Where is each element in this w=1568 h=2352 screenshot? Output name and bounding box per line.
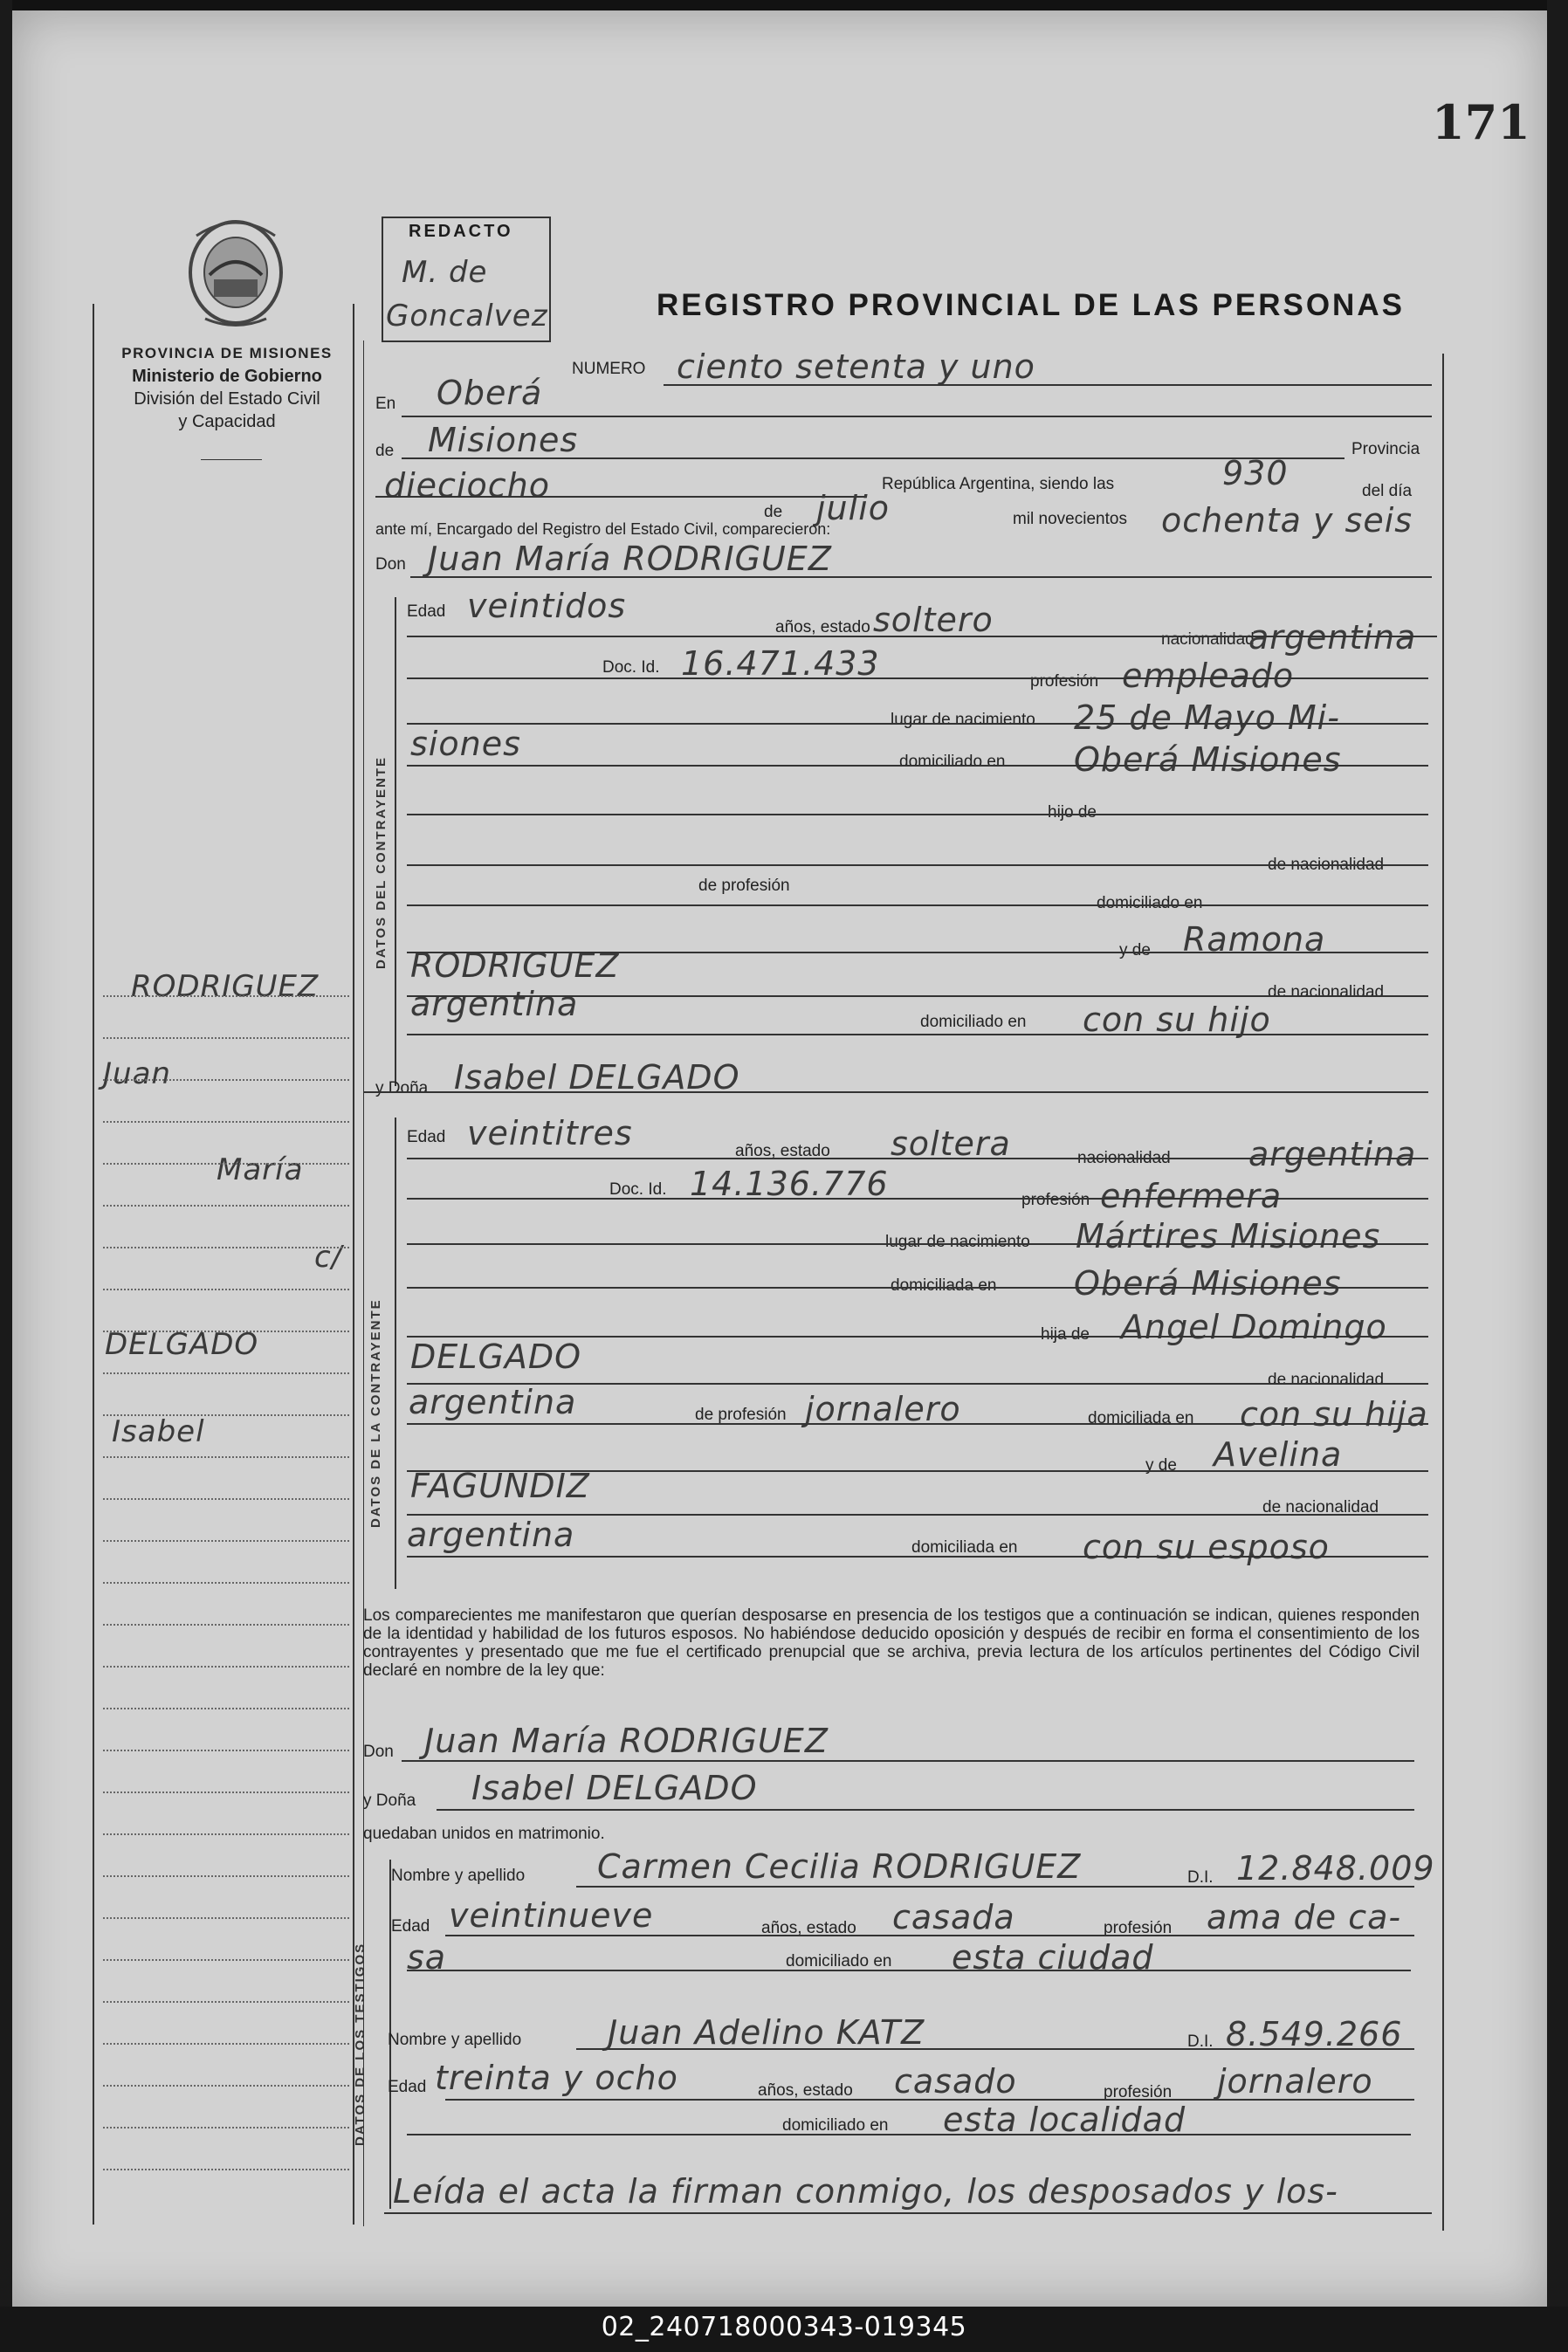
contrayente-line — [407, 864, 1428, 866]
numero-label: NUMERO — [572, 360, 646, 378]
t1-prof-value-1: ama de ca- — [1207, 1898, 1402, 1936]
margin-row-line — [103, 1540, 349, 1542]
margin-row-line — [103, 1163, 349, 1165]
c-prof-value: empleado — [1122, 657, 1295, 695]
margin-note-con: c/ — [314, 1240, 343, 1275]
t2-estado-value: casado — [894, 2062, 1017, 2101]
testigos-line — [576, 1886, 1414, 1888]
t2-dom-label: domiciliado en — [782, 2116, 889, 2135]
testigos-line — [445, 2099, 1414, 2101]
t1-prof-label: profesión — [1104, 1919, 1173, 1937]
t2-edad-label: Edad — [388, 2078, 427, 2096]
de-value: Misiones — [428, 421, 579, 459]
f-doc-value: 14.136.776 — [690, 1165, 889, 1203]
stamp-line-1: M. de — [402, 255, 488, 290]
c-lugar-value-1: 25 de Mayo Mi- — [1074, 698, 1340, 737]
contrayenta-line — [407, 1198, 1428, 1200]
contrayenta-line — [407, 1158, 1428, 1159]
decl-don-label: Don — [363, 1743, 394, 1761]
dona-value: Isabel DELGADO — [454, 1058, 740, 1097]
contrayente-bracket — [395, 597, 396, 1086]
f-padre-value: Angel Domingo — [1121, 1308, 1387, 1346]
don-label: Don — [375, 555, 406, 574]
f-prof-value: enfermera — [1100, 1177, 1283, 1215]
c-edad-label: Edad — [407, 602, 446, 621]
t2-prof-value: jornalero — [1217, 2062, 1373, 2101]
c-doc-label: Doc. Id. — [602, 658, 660, 677]
decl-dona-value: Isabel DELGADO — [471, 1769, 758, 1807]
contrayenta-line — [407, 1383, 1428, 1385]
decl-don-line — [402, 1760, 1414, 1762]
f-y-de-label: y de — [1145, 1456, 1177, 1475]
contrayenta-line — [407, 1423, 1428, 1425]
f-madre-value: Avelina — [1214, 1435, 1343, 1474]
stamp-line-2: Goncalvez — [386, 299, 548, 334]
margin-row-line — [103, 2169, 349, 2170]
decl-dona-label: y Doña — [363, 1792, 416, 1810]
c-de-prof-label: de profesión — [698, 877, 790, 895]
margin-row-line — [103, 1582, 349, 1584]
margin-row-line — [103, 2127, 349, 2128]
t2-nombre-value: Juan Adelino KATZ — [608, 2013, 925, 2052]
f-doc-label: Doc. Id. — [609, 1180, 667, 1199]
c-edad-value: veintidos — [467, 587, 627, 625]
margin-row-line — [103, 1205, 349, 1207]
contrayente-line — [407, 677, 1428, 679]
margin-note-middle-name: María — [217, 1152, 304, 1187]
margin-row-line — [103, 1750, 349, 1751]
t2-nombre-label: Nombre y apellido — [388, 2031, 522, 2049]
margin-row-line — [103, 2085, 349, 2087]
contrayente-line — [407, 995, 1428, 997]
mes-value: julio — [816, 489, 891, 527]
org-divider — [201, 459, 262, 460]
dia-line — [375, 496, 864, 498]
margin-row-line — [103, 1456, 349, 1458]
de-line — [402, 457, 1344, 459]
margin-note-bride-name: Isabel — [112, 1414, 205, 1449]
c-y-de-label: y de — [1119, 941, 1151, 959]
f-estado-value: soltera — [891, 1124, 1011, 1163]
t2-di-value: 8.549.266 — [1226, 2015, 1403, 2053]
f-madre-dom-value: con su esposo — [1083, 1528, 1330, 1566]
don-value: Juan María RODRIGUEZ — [428, 540, 832, 578]
contrayente-line — [407, 1034, 1428, 1035]
t2-prof-label: profesión — [1104, 2083, 1173, 2101]
en-label: En — [375, 395, 396, 413]
contrayente-line — [363, 1091, 1428, 1093]
contrayenta-line — [407, 1514, 1428, 1516]
f-padre-prof-value: jornalero — [805, 1390, 961, 1428]
f-padre-prof-label: de profesión — [695, 1406, 787, 1424]
closing-line — [384, 2212, 1432, 2214]
f-padre-apellido: DELGADO — [410, 1338, 582, 1376]
c-dom-en-label: domiciliado en — [1097, 894, 1203, 912]
contrayenta-line — [407, 1287, 1428, 1289]
f-madre-nac-label: de nacionalidad — [1262, 1498, 1379, 1516]
testigos-line — [407, 1970, 1411, 1971]
t1-edad-value: veintinueve — [449, 1896, 654, 1935]
margin-note-name: Juan — [103, 1056, 171, 1091]
margin-left-border — [93, 304, 94, 2225]
scan-id: 02_240718000343-019345 — [601, 2312, 967, 2342]
c-hijo-label: hijo de — [1048, 803, 1097, 822]
margin-row-line — [103, 1414, 349, 1416]
c-lugar-value-2: siones — [410, 725, 521, 763]
t1-estado-label: años, estado — [761, 1919, 856, 1937]
ante-label: ante mí, Encargado del Registro del Estado Civil, comparecieron: — [375, 520, 831, 538]
anio-value: ochenta y seis — [1161, 501, 1413, 540]
c-nac-label: nacionalidad — [1161, 630, 1255, 649]
closing-handwritten: Leída el acta la firman conmigo, los desposados y los- — [393, 2172, 1338, 2211]
margin-row-line — [103, 1079, 349, 1081]
t1-di-label: D.I. — [1187, 1868, 1214, 1887]
t1-nombre-value: Carmen Cecilia RODRIGUEZ — [597, 1847, 1082, 1886]
decl-closing: quedaban unidos en matrimonio. — [363, 1825, 605, 1843]
margin-row-line — [103, 1037, 349, 1039]
margin-row-line — [103, 1289, 349, 1290]
margin-note-bride-surname: DELGADO — [105, 1327, 259, 1362]
contrayenta-bracket — [395, 1118, 396, 1589]
margin-note-surname: RODRIGUEZ — [131, 969, 320, 1004]
contrayenta-line — [407, 1556, 1428, 1558]
f-dom-value: Oberá Misiones — [1074, 1264, 1342, 1303]
margin-row-line — [103, 1917, 349, 1919]
t2-estado-label: años, estado — [758, 2081, 853, 2100]
f-padre-nac-value: argentina — [409, 1383, 577, 1421]
org-province: PROVINCIA DE MISIONES — [121, 345, 333, 361]
f-lugar-value: Mártires Misiones — [1076, 1217, 1381, 1255]
contrayente-line — [407, 904, 1428, 906]
c-lugar-label: lugar de nacimiento — [891, 711, 1035, 729]
c-doc-value: 16.471.433 — [681, 644, 880, 683]
mil-label: mil novecientos — [1013, 510, 1127, 528]
t2-edad-value: treinta y ocho — [435, 2059, 678, 2097]
org-division: División del Estado Civil — [134, 389, 320, 409]
contrayente-line — [407, 952, 1428, 953]
hora-value: 930 — [1222, 454, 1289, 492]
de2-label: de — [764, 503, 783, 521]
f-hija-label: hija de — [1041, 1325, 1090, 1344]
margin-row-line — [103, 1331, 349, 1332]
decl-dona-line — [437, 1809, 1414, 1811]
margin-row-line — [103, 2001, 349, 2003]
coat-of-arms-icon — [179, 210, 292, 332]
t1-prof-value-2: sa — [407, 1938, 447, 1977]
margin-row-line — [103, 1372, 349, 1374]
t1-di-value: 12.848.009 — [1236, 1849, 1435, 1888]
contrayenta-section-label: DATOS DE LA CONTRAYENTE — [368, 1298, 383, 1528]
margin-row-line — [103, 1666, 349, 1668]
contrayenta-line — [407, 1336, 1428, 1338]
testigos-line — [576, 2048, 1414, 2050]
margin-row-line — [103, 1833, 349, 1835]
t1-estado-value: casada — [892, 1898, 1015, 1936]
de-label: de — [375, 442, 395, 460]
margin-row-line — [103, 2043, 349, 2045]
c-estado-value: soltero — [873, 601, 994, 639]
don-line — [410, 576, 1432, 578]
c-estado-label: años, estado — [775, 618, 870, 636]
testigos-line — [407, 2134, 1411, 2135]
t1-nombre-label: Nombre y apellido — [391, 1867, 526, 1885]
f-edad-value: veintitres — [467, 1114, 633, 1152]
f-estado-label: años, estado — [735, 1142, 830, 1160]
contrayente-line — [407, 765, 1428, 767]
c-madre-value: Ramona — [1183, 920, 1326, 959]
margin-row-line — [103, 1121, 349, 1123]
f-lugar-label: lugar de nacimiento — [885, 1233, 1030, 1251]
contrayente-line — [407, 814, 1428, 815]
c-dom-value: Oberá Misiones — [1074, 740, 1342, 779]
f-nac-label: nacionalidad — [1077, 1149, 1171, 1167]
c-prof-label: profesión — [1030, 672, 1099, 691]
c-madre-apellido: RODRIGUEZ — [410, 946, 620, 985]
org-ministry: Ministerio de Gobierno — [132, 367, 322, 386]
form-right-border — [1442, 354, 1444, 2231]
margin-row-line — [103, 1247, 349, 1248]
c-nac-value: argentina — [1248, 618, 1417, 657]
t1-edad-label: Edad — [391, 1917, 430, 1936]
margin-row-line — [103, 1498, 349, 1500]
c-madre-dom-label: domiciliado en — [920, 1013, 1027, 1031]
f-dom-label: domiciliada en — [891, 1276, 997, 1295]
margin-row-line — [103, 1792, 349, 1793]
margin-row-line — [103, 1875, 349, 1877]
declaration-text: Los comparecientes me manifestaron que querían desposarse en presencia de los testigos que a continuación se indican, quienes responden de la identidad y habilidad de los futuros esposos. No habiéndose deducido oposición y después de recibir en forma el consentimiento de los contrayentes y presentado que me fue el certificado prenupcial que se archiva, previa lectura de los artículos pertinentes del Código Civil declaré en nombre de la ley que: — [363, 1606, 1420, 1680]
t1-dom-value: esta ciudad — [952, 1938, 1154, 1977]
f-madre-dom-label: domiciliada en — [911, 1538, 1018, 1557]
del-dia-label: del día — [1362, 482, 1413, 500]
en-value: Oberá — [437, 374, 543, 412]
org-capacidad: y Capacidad — [178, 412, 276, 431]
margin-row-line — [103, 1708, 349, 1709]
dona-label: y Doña — [375, 1079, 429, 1097]
page-number: 171 — [1432, 94, 1530, 150]
provincia-label: Provincia — [1351, 440, 1420, 458]
margin-row-line — [103, 995, 349, 997]
c-madre-nac-label: de nacionalidad — [1268, 983, 1385, 1001]
contrayente-section-label: DATOS DEL CONTRAYENTE — [374, 756, 389, 969]
f-nac-value: argentina — [1248, 1135, 1417, 1173]
margin-row-line — [103, 1624, 349, 1626]
c-dom-label: domiciliado en — [899, 753, 1006, 771]
margin-row-line — [103, 1959, 349, 1961]
t2-dom-value: esta localidad — [943, 2101, 1186, 2139]
f-padre-dom-label: domiciliada en — [1088, 1409, 1194, 1427]
f-padre-dom-value: con su hija — [1240, 1395, 1428, 1434]
testigos-line — [445, 1935, 1414, 1936]
document-title: REGISTRO PROVINCIAL DE LAS PERSONAS — [657, 288, 1405, 322]
f-padre-nac-label: de nacionalidad — [1268, 1371, 1385, 1389]
c-de-nac-label: de nacionalidad — [1268, 856, 1385, 874]
contrayenta-line — [407, 1243, 1428, 1245]
f-madre-apellido: FAGUNDIZ — [410, 1467, 590, 1505]
c-madre-dom-value: con su hijo — [1083, 1001, 1271, 1039]
republica-label: República Argentina, siendo las — [882, 475, 1115, 493]
stamp-header: REDACTO — [409, 222, 513, 241]
f-edad-label: Edad — [407, 1128, 446, 1146]
contrayente-line — [407, 723, 1428, 725]
numero-value: ciento setenta y uno — [677, 347, 1035, 386]
contrayente-line — [407, 636, 1437, 637]
contrayenta-line — [407, 1470, 1428, 1472]
f-prof-label: profesión — [1021, 1191, 1090, 1209]
f-madre-nac-value: argentina — [407, 1516, 575, 1554]
en-line — [402, 416, 1432, 417]
decl-don-value: Juan María RODRIGUEZ — [424, 1722, 829, 1760]
t1-dom-label: domiciliado en — [786, 1952, 892, 1970]
testigos-section-label: DATOS DE LOS TESTIGOS — [353, 1942, 368, 2146]
numero-line — [664, 384, 1432, 386]
c-madre-nac-value: argentina — [410, 985, 579, 1023]
dia-value: dieciocho — [384, 466, 550, 505]
t2-di-label: D.I. — [1187, 2032, 1214, 2051]
margin-right-border — [353, 304, 354, 2225]
